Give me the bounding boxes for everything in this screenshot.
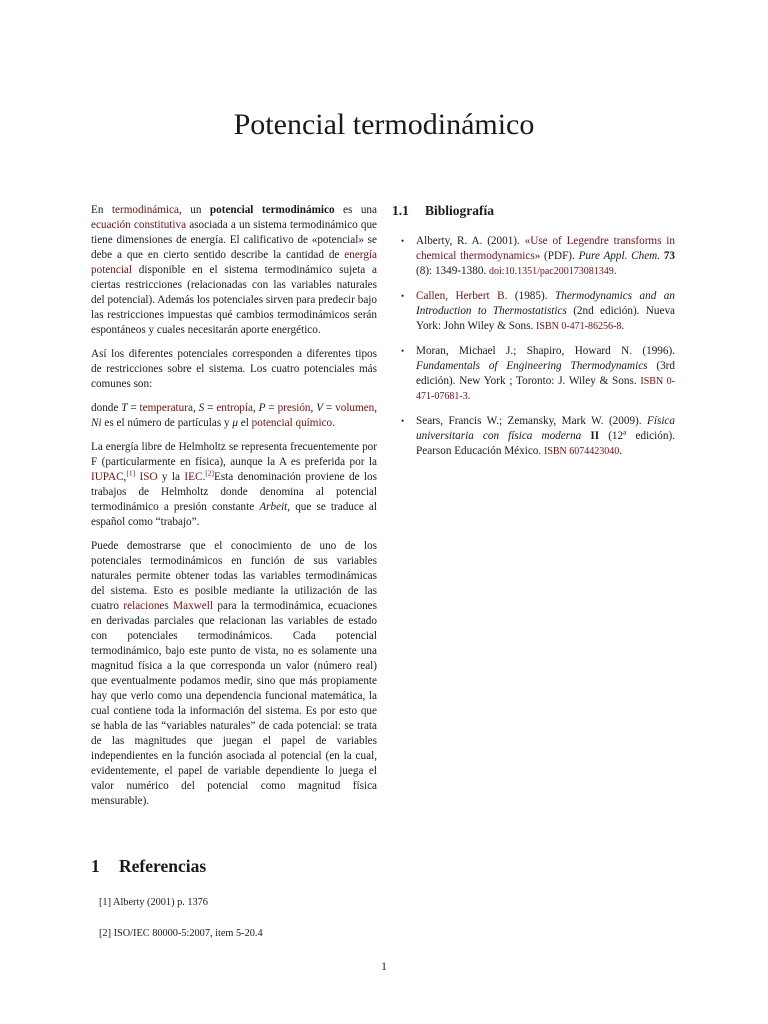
link-entropia[interactable]: entropía — [216, 402, 253, 414]
bibliography-item: • Moran, Michael J.; Shapiro, Howard N. (1996). Fundamentals of Engineering Thermodynamics (3rd edición). New York ; Toronto: J. Wiley & Sons. ISBN 0-471-07681-3. — [401, 345, 675, 402]
intro-paragraph-3: donde T = temperatura, S = entropía, P = presión, V = volumen, Ni es el número de partículas y μ el potencial químico. — [91, 402, 378, 429]
page-title: Potencial termodinámico — [233, 108, 535, 141]
page-number: 1 — [381, 961, 387, 973]
reference-item: [2] ISO/IEC 80000-5:2007, item 5-20.4 — [99, 928, 263, 939]
link-isbn-callen[interactable]: ISBN 0-471-86256-8 — [536, 321, 622, 332]
bullet-icon: • — [401, 416, 405, 426]
references-list — [99, 896, 379, 958]
link-relaciones-maxwell[interactable]: relaciones Maxwell — [123, 600, 213, 612]
citation-1[interactable]: [1] — [126, 468, 136, 478]
link-isbn-moran[interactable]: ISBN 0-471-07681-3 — [416, 376, 675, 402]
link-iupac[interactable]: IUPAC — [91, 471, 124, 483]
bibliography-item: • Alberty, R. A. (2001). «Use of Legendre transforms in chemical thermodynamics» (PDF). Pure Appl. Chem. 73 (8): 1349-1380. doi:10.1351/pac200173081349. — [401, 235, 676, 277]
link-doi[interactable]: doi:10.1351/pac200173081349 — [489, 266, 614, 277]
reference-item: [1] Alberty (2001) p. 1376 — [99, 897, 208, 908]
intro-paragraph-1: En termodinámica, un potencial termodinámico es una ecuación constitutiva asociada a un sistema termodinámico que tiene dimensiones de energía. El calificativo de «potencial» se debe a que en cierto sentido describe la cantidad de energía potencial disponible en el sistema termodinámico sujeta a ciertas restricciones (relacionadas con las variables naturales del potencial). Además los potenciales sirven para predecir bajo las restricciones impuestas qué cambios termodinámicos serán espontáneos y cuales necesitarán aporte energético. — [91, 204, 377, 336]
link-isbn-sears[interactable]: ISBN 6074423040 — [544, 446, 620, 457]
left-column — [91, 203, 377, 818]
citation-2[interactable]: [2] — [205, 468, 214, 478]
bibliography-heading: 1.1 Bibliografía — [392, 203, 495, 218]
bullet-icon: • — [401, 291, 405, 301]
link-iso[interactable]: ISO — [139, 471, 158, 483]
intro-paragraph-4: La energía libre de Helmholtz se representa frecuentemente por F (particularmente en física), aunque la A es preferida por la IUPAC,[1] ISO y la IEC.[2]Esta denominación proviene de los trabajos de Helmholtz donde denomina al potencial termodinámico a presión constante Arbeit, que se traduce al español como “trabajo”. — [91, 441, 378, 528]
bibliography-list — [392, 234, 675, 459]
bullet-icon: • — [401, 236, 405, 246]
link-temperatura[interactable]: temperatura — [139, 402, 193, 414]
link-legendre-article[interactable]: «Use of Legendre transforms in chemical thermodynamics» — [416, 235, 675, 262]
bibliography-item: • Sears, Francis W.; Zemansky, Mark W. (2009). Física universitaria con física moderna II (12$^a$ edición). Pearson Educación México. ISBN 6074423040. — [401, 415, 676, 457]
bibliography-item: • Callen, Herbert B. (1985). Thermodynamics and an Introduction to Thermostatistics (2nd edición). Nueva York: John Wiley & Sons. ISBN 0-471-86256-8. — [401, 290, 675, 332]
link-iec[interactable]: IEC — [184, 471, 203, 483]
intro-paragraph-2: Así los diferentes potenciales corresponden a diferentes tipos de restricciones sobre el sistema. Los cuatro potenciales más comunes son: — [91, 348, 377, 390]
references-heading: 1 Referencias — [91, 856, 207, 876]
link-volumen[interactable]: volumen — [335, 402, 375, 414]
right-column — [392, 203, 675, 469]
link-callen[interactable]: Callen, Herbert B. — [416, 290, 508, 302]
link-ecuacion-constitutiva[interactable]: ecuación constitutiva — [91, 219, 187, 231]
intro-paragraph-5: Puede demostrarse que el conocimiento de uno de los potenciales termodinámicos en función de sus variables naturales permite obtener todas las variables termodinámicas del sistema. Esto es posible mediante la utilización de las cuatro relaciones Maxwell para la termodinámica, ecuaciones en derivadas parciales que relacionan las variables de estado con potenciales termodinámicos. Cada potencial termodinámico, bajo este punto de vista, no es solamente una magnitud física a la que corresponda un valor (número real) que eventualmente podamos medir, sino que más propiamente hay que verlo como una dependencia funcional matemática, la cual contiene toda la información del sistema. Es por esto que se habla de las “variables naturales” de cada potencial: se trata de las magnitudes que juegan el papel de variables independientes en la función asociada al potencial (en la cual, evidentemente, el papel de variable dependiente lo juega el valor numérico del potencial como magnitud física mensurable). — [91, 540, 377, 807]
link-presion[interactable]: presión — [277, 402, 311, 414]
link-potencial-quimico[interactable]: potencial químico — [251, 417, 333, 429]
bullet-icon: • — [401, 346, 405, 356]
link-energia-potencial[interactable]: energía potencial — [91, 249, 377, 276]
link-termodinamica[interactable]: termodinámica — [111, 204, 179, 216]
